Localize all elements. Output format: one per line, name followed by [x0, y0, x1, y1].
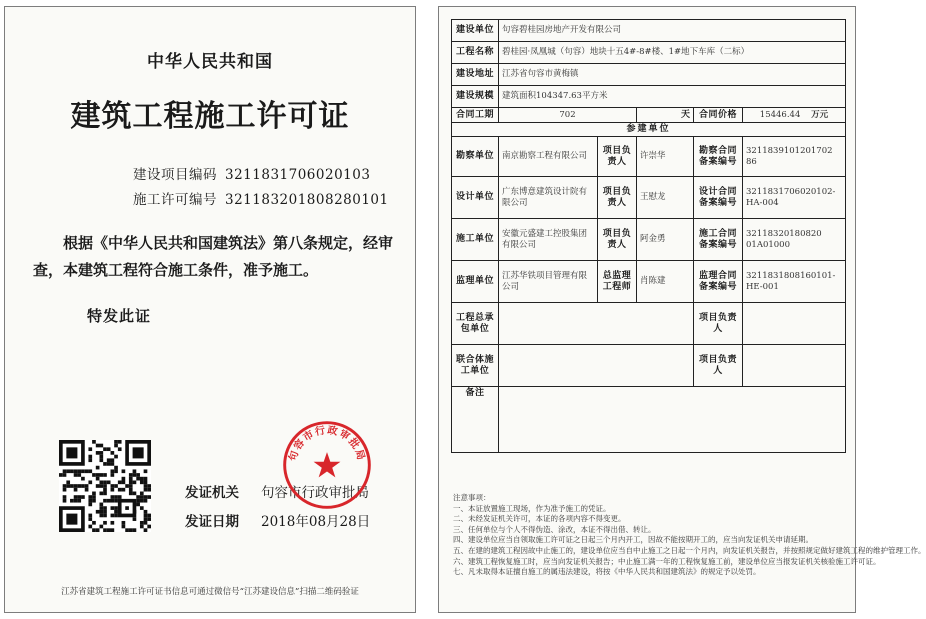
svg-text:句容市行政审批局: 句容市行政审批局 — [287, 425, 367, 463]
issuer-value: 句容市行政审批局 — [261, 485, 369, 501]
joint-venture-label: 联合体施工单位 — [452, 345, 499, 387]
supervision-unit-label: 监理单位 — [452, 261, 499, 303]
approval-statement: 根据《中华人民共和国建筑法》第八条规定，经审查，本建筑工程符合施工条件，准予施工。 — [33, 234, 394, 279]
note-line: 五、在建的建筑工程因故中止施工的，建设单位应当自中止施工之日起一个月内，向发证机关报告，并按照规定做好建筑工程的维护管理工作。 — [453, 545, 926, 555]
permit-number-value: 321183201808280101 — [225, 192, 389, 208]
participants-label: 参建单位 — [452, 123, 846, 137]
remarks-value — [499, 387, 846, 453]
issue-date-value: 2018年08月28日 — [261, 514, 371, 530]
design-record-value: 321183170602010​2-HA-004 — [743, 177, 846, 219]
participants-header-row — [452, 123, 846, 137]
survey-unit-value: 南京勘察工程有限公司 — [499, 137, 598, 177]
survey-person-label: 项目负责人 — [598, 137, 637, 177]
builder-value: 句容碧桂园房地产开发有限公司 — [499, 20, 846, 42]
period-unit: 天 — [637, 108, 694, 123]
project-name-value: 碧桂园·凤凰城（句容）地块十五4#-8#楼、1#地下车库（二标） — [499, 42, 846, 64]
design-unit-value: 广东博意建筑设计院有限公司 — [499, 177, 598, 219]
special-issue-text: 特发此证 — [87, 307, 152, 325]
project-code-label: 建设项目编码 — [133, 167, 217, 183]
builder-row — [452, 20, 846, 42]
joint-venture-value — [499, 345, 694, 387]
address-label: 建设地址 — [452, 64, 499, 86]
period-label: 合同工期 — [452, 108, 499, 123]
general-contractor-value — [499, 303, 694, 345]
price-value: 15446.44 — [759, 109, 801, 120]
project-code-value: 3211831706020103 — [225, 167, 371, 183]
period-number: 702 — [559, 109, 576, 120]
table-row — [452, 137, 846, 177]
contract-row — [452, 108, 846, 123]
issue-date-label: 发证日期 — [185, 514, 239, 530]
address-value: 江苏省句容市黄梅镇 — [499, 64, 846, 86]
issue-date-row — [185, 510, 370, 530]
permit-number-label: 施工许可编号 — [133, 192, 217, 208]
table-row — [452, 261, 846, 303]
supervision-record-value: 32118318081601​01-HE-001 — [743, 261, 846, 303]
survey-record-value: 3211839101201702​86 — [743, 137, 846, 177]
certificate-title: 建筑工程施工许可证 — [70, 99, 350, 134]
construction-unit-label: 施工单位 — [452, 219, 499, 261]
remarks-label: 备注 — [452, 387, 499, 453]
note-line: 四、建设单位应当自领取施工许可证之日起三个月内开工，因故不能按期开工的，应当向发证机关申请延期。 — [453, 535, 813, 545]
permit-number-row — [133, 188, 389, 208]
permit-detail-page — [438, 6, 926, 613]
notes-block — [453, 493, 926, 578]
builder-label: 建设单位 — [452, 20, 499, 42]
project-name-row — [452, 42, 846, 64]
survey-person-value: 许崇华 — [637, 137, 694, 177]
project-name-label: 工程名称 — [452, 42, 499, 64]
general-contractor-row — [452, 303, 846, 345]
table-row — [452, 177, 846, 219]
scale-label: 建设规模 — [452, 86, 499, 108]
note-line: 二、未经发证机关许可，本证的各项内容不得变更。 — [453, 514, 626, 524]
general-contractor-label: 工程总承包单位 — [452, 303, 499, 345]
issuer-label: 发证机关 — [185, 485, 239, 501]
note-line: 六、建筑工程恢复施工时，应当向发证机关报告；中止施工满一年的工程恢复施工前，建设单位应当报发证机关核验施工许可证。 — [453, 556, 881, 566]
scale-row — [452, 86, 846, 108]
design-person-label: 项目负责人 — [598, 177, 637, 219]
permit-detail-table — [451, 19, 846, 453]
permit-front-page — [4, 6, 416, 613]
official-seal-icon — [281, 419, 373, 511]
scale-value: 建筑面积104347.63平方米 — [499, 86, 846, 108]
survey-record-label: 勘察合同备案编号 — [694, 137, 743, 177]
remarks-row — [452, 387, 846, 453]
joint-person-label: 项目负责人 — [694, 345, 743, 387]
design-person-value: 王慰龙 — [637, 177, 694, 219]
table-row — [452, 219, 846, 261]
qr-code-icon — [59, 440, 151, 532]
note-line: 三、任何单位与个人不得伪造、涂改，本证不得出借、转让。 — [453, 524, 656, 534]
price-label: 合同价格 — [694, 108, 743, 123]
construction-record-value: 32118320180820​01A01000 — [743, 219, 846, 261]
note-line: 一、本证放置施工现场，作为准予施工的凭证。 — [453, 503, 611, 513]
joint-venture-row — [452, 345, 846, 387]
supervision-person-label: 总监理工程师 — [598, 261, 637, 303]
design-record-label: 设计合同备案编号 — [694, 177, 743, 219]
price-cell — [743, 108, 846, 123]
supervision-unit-value: 江苏华铁项目管理有限公司 — [499, 261, 598, 303]
price-unit: 万元 — [811, 109, 829, 120]
survey-unit-label: 勘察单位 — [452, 137, 499, 177]
construction-unit-value: 安徽元盛建工控股集团有限公司 — [499, 219, 598, 261]
period-value — [499, 108, 637, 123]
note-line: 七、凡未取得本证擅自施工的属违法建设，将按《中华人民共和国建筑法》的规定予以处罚。 — [453, 567, 761, 577]
design-unit-label: 设计单位 — [452, 177, 499, 219]
address-row — [452, 64, 846, 86]
construction-person-label: 项目负责人 — [598, 219, 637, 261]
verification-footer: 江苏省建筑工程施工许可证书信息可通过微信号“江苏建设信息”扫描二维码验证 — [61, 587, 359, 597]
note-line: 注意事项： — [453, 493, 491, 502]
general-person-label: 项目负责人 — [694, 303, 743, 345]
project-code-row — [133, 163, 370, 183]
supervision-person-value: 肖陈建 — [637, 261, 694, 303]
supervision-record-label: 监理合同备案编号 — [694, 261, 743, 303]
construction-person-value: 阿金勇 — [637, 219, 694, 261]
country-title: 中华人民共和国 — [147, 52, 273, 72]
construction-record-label: 施工合同备案编号 — [694, 219, 743, 261]
general-person-value — [743, 303, 846, 345]
joint-person-value — [743, 345, 846, 387]
